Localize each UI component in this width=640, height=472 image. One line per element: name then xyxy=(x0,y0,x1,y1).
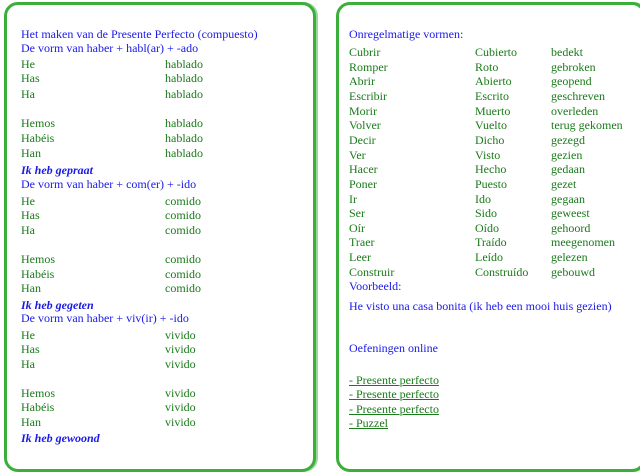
link-presente-perfecto-1[interactable]: - Presente perfecto xyxy=(349,373,439,387)
formula-ir: De vorm van haber + viv(ir) + -ido xyxy=(21,311,189,325)
irregular-infinitive: Ser xyxy=(349,206,365,220)
row-pronoun: Habéis xyxy=(21,131,55,145)
irregular-participle: Sido xyxy=(475,206,498,220)
irregular-dutch: gedaan xyxy=(551,162,585,176)
formula-ar: De vorm van haber + habl(ar) + -ado xyxy=(21,41,199,55)
row-pronoun: He xyxy=(21,328,35,342)
irregular-infinitive: Escribir xyxy=(349,89,387,103)
row-pronoun: Ha xyxy=(21,357,35,371)
left-title: Het maken van de Presente Perfecto (compuesto) xyxy=(21,27,258,41)
exercises-heading: Oefeningen online xyxy=(349,341,438,355)
irregular-participle: Cubierto xyxy=(475,45,517,59)
irregular-dutch: gelezen xyxy=(551,250,588,264)
row-form: vivido xyxy=(165,386,196,400)
row-form: vivido xyxy=(165,342,196,356)
irregular-dutch: gezegd xyxy=(551,133,585,147)
irregular-dutch: gezien xyxy=(551,148,583,162)
example-label: Voorbeeld: xyxy=(349,279,402,293)
row-pronoun: Han xyxy=(21,281,41,295)
row-form: vivido xyxy=(165,357,196,371)
irregular-infinitive: Hacer xyxy=(349,162,378,176)
row-form: hablado xyxy=(165,131,203,145)
irregular-participle: Leído xyxy=(475,250,503,264)
irregular-participle: Traído xyxy=(475,235,507,249)
irregular-participle: Dicho xyxy=(475,133,505,147)
row-pronoun: Hemos xyxy=(21,386,55,400)
irregular-participle: Muerto xyxy=(475,104,511,118)
irregular-infinitive: Morir xyxy=(349,104,377,118)
row-pronoun: Ha xyxy=(21,223,35,237)
row-pronoun: Has xyxy=(21,208,40,222)
irregular-infinitive: Construir xyxy=(349,265,395,279)
row-form: comido xyxy=(165,252,201,266)
row-form: hablado xyxy=(165,87,203,101)
irregular-dutch: geweest xyxy=(551,206,590,220)
left-panel xyxy=(4,2,316,472)
row-form: hablado xyxy=(165,116,203,130)
irregular-participle: Construído xyxy=(475,265,529,279)
right-panel xyxy=(336,2,640,472)
irregular-participle: Escrito xyxy=(475,89,509,103)
irregular-dutch: gezet xyxy=(551,177,577,191)
irregular-dutch: gebouwd xyxy=(551,265,595,279)
irregular-title: Onregelmatige vormen: xyxy=(349,27,464,41)
row-form: hablado xyxy=(165,146,203,160)
irregular-infinitive: Decir xyxy=(349,133,376,147)
irregular-participle: Ido xyxy=(475,192,491,206)
translation-gewoond: Ik heb gewoond xyxy=(21,431,100,445)
row-form: vivido xyxy=(165,415,196,429)
row-pronoun: He xyxy=(21,57,35,71)
irregular-infinitive: Cubrir xyxy=(349,45,381,59)
irregular-dutch: meegenomen xyxy=(551,235,615,249)
irregular-dutch: gegaan xyxy=(551,192,585,206)
irregular-participle: Vuelto xyxy=(475,118,507,132)
irregular-infinitive: Poner xyxy=(349,177,377,191)
irregular-dutch: gebroken xyxy=(551,60,596,74)
row-pronoun: Hemos xyxy=(21,252,55,266)
irregular-dutch: geschreven xyxy=(551,89,605,103)
irregular-infinitive: Leer xyxy=(349,250,371,264)
link-presente-perfecto-3[interactable]: - Presente perfecto xyxy=(349,402,439,416)
row-pronoun: Han xyxy=(21,146,41,160)
formula-er: De vorm van haber + com(er) + -ido xyxy=(21,177,197,191)
link-presente-perfecto-2[interactable]: - Presente perfecto xyxy=(349,387,439,401)
row-form: comido xyxy=(165,267,201,281)
irregular-dutch: terug gekomen xyxy=(551,118,623,132)
link-puzzel[interactable]: - Puzzel xyxy=(349,416,388,430)
row-pronoun: Hemos xyxy=(21,116,55,130)
irregular-participle: Hecho xyxy=(475,162,507,176)
irregular-dutch: overleden xyxy=(551,104,599,118)
irregular-dutch: bedekt xyxy=(551,45,583,59)
example-text: He visto una casa bonita (ik heb een mooi huis gezien) xyxy=(349,299,612,313)
row-form: comido xyxy=(165,223,201,237)
irregular-participle: Abierto xyxy=(475,74,512,88)
row-pronoun: Ha xyxy=(21,87,35,101)
irregular-dutch: geopend xyxy=(551,74,592,88)
irregular-infinitive: Volver xyxy=(349,118,381,132)
row-form: hablado xyxy=(165,71,203,85)
row-pronoun: Habéis xyxy=(21,267,55,281)
row-form: comido xyxy=(165,208,201,222)
irregular-participle: Oído xyxy=(475,221,499,235)
irregular-infinitive: Ir xyxy=(349,192,357,206)
irregular-infinitive: Traer xyxy=(349,235,375,249)
irregular-infinitive: Ver xyxy=(349,148,366,162)
irregular-dutch: gehoord xyxy=(551,221,591,235)
row-form: hablado xyxy=(165,57,203,71)
row-form: vivido xyxy=(165,400,196,414)
row-pronoun: He xyxy=(21,194,35,208)
translation-gegeten: Ik heb gegeten xyxy=(21,298,94,312)
irregular-infinitive: Oír xyxy=(349,221,365,235)
irregular-participle: Roto xyxy=(475,60,499,74)
row-pronoun: Has xyxy=(21,342,40,356)
irregular-infinitive: Abrir xyxy=(349,74,375,88)
row-pronoun: Has xyxy=(21,71,40,85)
irregular-infinitive: Romper xyxy=(349,60,388,74)
translation-gepraat: Ik heb gepraat xyxy=(21,163,93,177)
row-pronoun: Han xyxy=(21,415,41,429)
row-form: comido xyxy=(165,281,201,295)
irregular-participle: Puesto xyxy=(475,177,508,191)
irregular-participle: Visto xyxy=(475,148,501,162)
row-form: vivido xyxy=(165,328,196,342)
row-pronoun: Habéis xyxy=(21,400,55,414)
row-form: comido xyxy=(165,194,201,208)
